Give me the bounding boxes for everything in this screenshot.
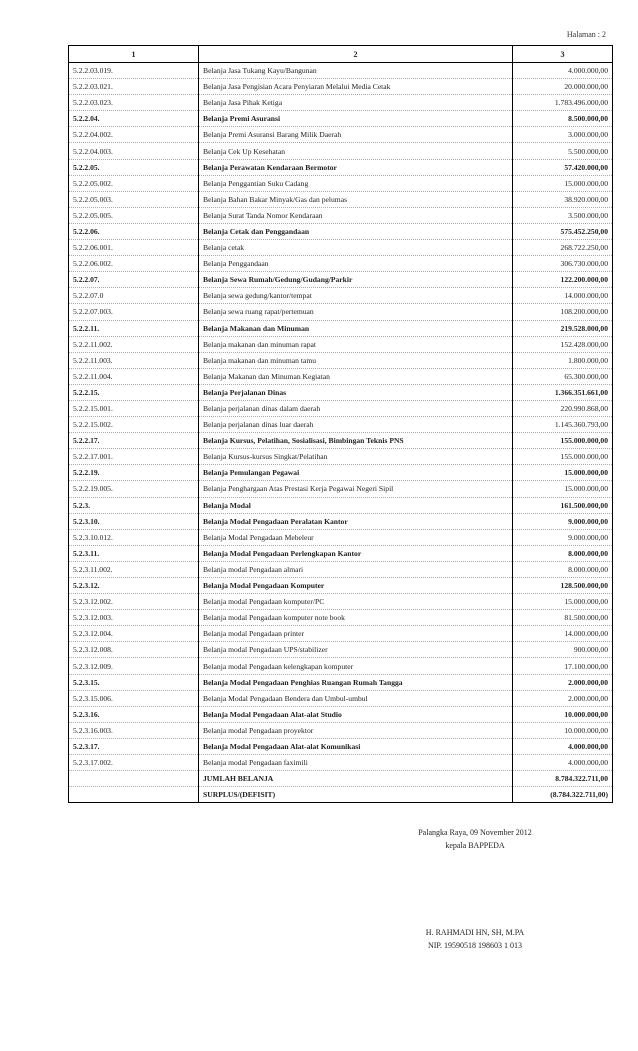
row-amount: 2.000.000,00 (513, 674, 613, 690)
column-header-description: 2 (199, 46, 513, 63)
row-amount: 8.500.000,00 (513, 111, 613, 127)
row-code: 5.2.3.10.012. (69, 529, 199, 545)
row-description: Belanja Bahan Bakar Minyak/Gas dan pelumas (199, 191, 513, 207)
table-row (69, 642, 613, 658)
row-code: 5.2.2.07. (69, 272, 199, 288)
table-row (69, 320, 613, 336)
row-amount: 2.000.000,00 (513, 690, 613, 706)
table-row (69, 771, 613, 787)
table-row (69, 610, 613, 626)
column-header-code: 1 (69, 46, 199, 63)
row-description: Belanja modal Pengadaan komputer/PC (199, 594, 513, 610)
table-row (69, 738, 613, 754)
row-code: 5.2.2.05. (69, 159, 199, 175)
row-description: Belanja cetak (199, 240, 513, 256)
row-code: 5.2.3.17. (69, 738, 199, 754)
row-amount: 220.990.868,00 (513, 400, 613, 416)
row-description: Belanja Penggandaan (199, 256, 513, 272)
row-amount: 10.000.000,00 (513, 706, 613, 722)
table-header-row (69, 46, 613, 63)
row-amount: 15.000.000,00 (513, 175, 613, 191)
table-row (69, 384, 613, 400)
row-description: SURPLUS/(DEFISIT) (199, 787, 513, 803)
row-amount: 900.000,00 (513, 642, 613, 658)
row-code: 5.2.3.16.003. (69, 722, 199, 738)
row-code: 5.2.2.15.001. (69, 400, 199, 416)
row-description: Belanja Modal Pengadaan Komputer (199, 578, 513, 594)
row-code: 5.2.2.15.002. (69, 417, 199, 433)
row-code: 5.2.2.06.002. (69, 256, 199, 272)
row-description: Belanja Jasa Pengisian Acara Penyiaran Melalui Media Cetak (199, 79, 513, 95)
row-description: Belanja Modal Pengadaan Mebeleur (199, 529, 513, 545)
budget-table-body (69, 63, 613, 803)
row-description: Belanja Cek Up Kesehatan (199, 143, 513, 159)
table-row (69, 787, 613, 803)
row-description: Belanja modal Pengadaan komputer note book (199, 610, 513, 626)
row-description: Belanja Modal Pengadaan Alat-alat Studio (199, 706, 513, 722)
row-description: Belanja sewa gedung/kantor/tempat (199, 288, 513, 304)
table-row (69, 159, 613, 175)
row-description: Belanja Makanan dan Minuman (199, 320, 513, 336)
row-amount: 20.000.000,00 (513, 79, 613, 95)
row-description: Belanja Sewa Rumah/Gedung/Gudang/Parkir (199, 272, 513, 288)
row-amount: 128.500.000,00 (513, 578, 613, 594)
row-code: 5.2.2.07.003. (69, 304, 199, 320)
row-amount: 3.000.000,00 (513, 127, 613, 143)
table-row (69, 690, 613, 706)
row-code: 5.2.2.07.0 (69, 288, 199, 304)
row-description: Belanja modal Pengadaan kelengkapan komputer (199, 658, 513, 674)
row-description: Belanja modal Pengadaan UPS/stabilizer (199, 642, 513, 658)
row-code: 5.2.3.16. (69, 706, 199, 722)
row-code: 5.2.3.15.006. (69, 690, 199, 706)
row-description: Belanja perjalanan dinas luar daerah (199, 417, 513, 433)
row-description: Belanja Premi Asuransi (199, 111, 513, 127)
row-amount: 1.366.351.661,00 (513, 384, 613, 400)
row-code: 5.2.2.11.003. (69, 352, 199, 368)
row-code (69, 771, 199, 787)
table-row (69, 256, 613, 272)
row-description: Belanja Perjalanan Dinas (199, 384, 513, 400)
signature-block (400, 826, 550, 852)
table-row (69, 722, 613, 738)
row-code: 5.2.2.17. (69, 433, 199, 449)
row-description: Belanja Perawatan Kendaraan Bermotor (199, 159, 513, 175)
row-amount: 108.200.000,00 (513, 304, 613, 320)
budget-table (68, 45, 613, 803)
table-row (69, 465, 613, 481)
table-row (69, 400, 613, 416)
row-code (69, 787, 199, 803)
row-code: 5.2.2.11.004. (69, 368, 199, 384)
row-code: 5.2.2.19. (69, 465, 199, 481)
table-row (69, 272, 613, 288)
row-description: Belanja Surat Tanda Nomor Kendaraan (199, 207, 513, 223)
table-row (69, 368, 613, 384)
table-row (69, 288, 613, 304)
table-row (69, 433, 613, 449)
row-amount: 1.145.360.793,00 (513, 417, 613, 433)
table-row (69, 658, 613, 674)
row-code: 5.2.2.03.023. (69, 95, 199, 111)
row-code: 5.2.2.05.002. (69, 175, 199, 191)
row-code: 5.2.2.15. (69, 384, 199, 400)
table-row (69, 191, 613, 207)
row-code: 5.2.2.06. (69, 223, 199, 239)
row-amount: 8.784.322.711,00 (513, 771, 613, 787)
row-description: Belanja Modal Pengadaan Perlengkapan Kantor (199, 545, 513, 561)
row-description: Belanja sewa ruang rapat/pertemuan (199, 304, 513, 320)
row-code: 5.2.3.17.002. (69, 755, 199, 771)
row-amount: 8.000.000,00 (513, 545, 613, 561)
row-amount: 152.428.000,00 (513, 336, 613, 352)
row-description: Belanja modal Pengadaan almari (199, 561, 513, 577)
table-row (69, 240, 613, 256)
row-code: 5.2.3.15. (69, 674, 199, 690)
table-row (69, 449, 613, 465)
row-description: Belanja Modal (199, 497, 513, 513)
row-amount: 10.000.000,00 (513, 722, 613, 738)
row-code: 5.2.3.12.008. (69, 642, 199, 658)
row-amount: 4.000.000,00 (513, 755, 613, 771)
row-code: 5.2.2.19.005. (69, 481, 199, 497)
signatory-nip: NIP. 19590518 198603 1 013 (427, 941, 522, 950)
row-amount: 155.000.000,00 (513, 433, 613, 449)
signatory-name: H. RAHMADI HN, SH, M.PA (425, 928, 525, 937)
row-code: 5.2.3. (69, 497, 199, 513)
table-row (69, 95, 613, 111)
row-amount: 15.000.000,00 (513, 465, 613, 481)
table-row (69, 336, 613, 352)
table-row (69, 561, 613, 577)
row-amount: 9.000.000,00 (513, 529, 613, 545)
table-row (69, 497, 613, 513)
table-row (69, 674, 613, 690)
row-amount: 1.783.496.000,00 (513, 95, 613, 111)
row-code: 5.2.2.17.001. (69, 449, 199, 465)
row-amount: 38.920.000,00 (513, 191, 613, 207)
row-amount: 17.100.000,00 (513, 658, 613, 674)
table-row (69, 63, 613, 79)
row-code: 5.2.2.04. (69, 111, 199, 127)
row-description: Belanja Penggantian Suku Cadang (199, 175, 513, 191)
table-row (69, 223, 613, 239)
row-description: Belanja Jasa Pihak Ketiga (199, 95, 513, 111)
row-description: Belanja Modal Pengadaan Alat-alat Komunikasi (199, 738, 513, 754)
row-amount: 1.800.000,00 (513, 352, 613, 368)
row-amount: 4.000.000,00 (513, 63, 613, 79)
table-row (69, 304, 613, 320)
row-amount: 9.000.000,00 (513, 513, 613, 529)
row-amount: 15.000.000,00 (513, 481, 613, 497)
row-description: Belanja Modal Pengadaan Peralatan Kantor (199, 513, 513, 529)
row-description: Belanja Modal Pengadaan Bendera dan Umbul-umbul (199, 690, 513, 706)
table-row (69, 545, 613, 561)
row-code: 5.2.3.10. (69, 513, 199, 529)
row-description: Belanja perjalanan dinas dalam daerah (199, 400, 513, 416)
table-row (69, 481, 613, 497)
row-code: 5.2.2.11. (69, 320, 199, 336)
row-code: 5.2.2.03.019. (69, 63, 199, 79)
row-description: Belanja Premi Asuransi Barang Milik Daerah (199, 127, 513, 143)
row-code: 5.2.3.12.002. (69, 594, 199, 610)
row-description: Belanja makanan dan minuman tamu (199, 352, 513, 368)
signature-place-date: Palangka Raya, 09 November 2012 (418, 828, 532, 837)
page-number: Halaman : 2 (566, 30, 606, 39)
row-code: 5.2.3.12.009. (69, 658, 199, 674)
row-description: Belanja Makanan dan Minuman Kegiatan (199, 368, 513, 384)
signature-identity (400, 926, 550, 952)
row-amount: 219.528.000,00 (513, 320, 613, 336)
row-description: Belanja modal Pengadaan printer (199, 626, 513, 642)
row-code: 5.2.3.12. (69, 578, 199, 594)
row-amount: 5.500.000,00 (513, 143, 613, 159)
row-amount: 161.500.000,00 (513, 497, 613, 513)
row-amount: 3.500.000,00 (513, 207, 613, 223)
table-row (69, 127, 613, 143)
column-header-amount: 3 (513, 46, 613, 63)
table-row (69, 594, 613, 610)
row-code: 5.2.2.03.021. (69, 79, 199, 95)
row-amount: (8.784.322.711,00) (513, 787, 613, 803)
row-amount: 14.000.000,00 (513, 626, 613, 642)
table-row (69, 111, 613, 127)
row-description: Belanja Kursus-kursus Singkat/Pelatihan (199, 449, 513, 465)
table-row (69, 352, 613, 368)
table-row (69, 706, 613, 722)
row-description: Belanja modal Pengadaan proyektor (199, 722, 513, 738)
table-row (69, 175, 613, 191)
row-code: 5.2.2.05.005. (69, 207, 199, 223)
signature-position: kepala BAPPEDA (445, 841, 505, 850)
row-code: 5.2.3.12.003. (69, 610, 199, 626)
table-row (69, 626, 613, 642)
table-row (69, 207, 613, 223)
row-code: 5.2.2.04.003. (69, 143, 199, 159)
row-code: 5.2.3.12.004. (69, 626, 199, 642)
row-amount: 575.452.250,00 (513, 223, 613, 239)
row-amount: 8.000.000,00 (513, 561, 613, 577)
table-row (69, 755, 613, 771)
row-amount: 81.500.000,00 (513, 610, 613, 626)
table-row (69, 79, 613, 95)
row-description: Belanja Modal Pengadaan Penghias Ruangan Rumah Tangga (199, 674, 513, 690)
row-amount: 57.420.000,00 (513, 159, 613, 175)
row-description: Belanja makanan dan minuman rapat (199, 336, 513, 352)
table-row (69, 578, 613, 594)
table-row (69, 513, 613, 529)
row-description: Belanja modal Pengadaan faximili (199, 755, 513, 771)
row-code: 5.2.2.05.003. (69, 191, 199, 207)
row-code: 5.2.3.11. (69, 545, 199, 561)
row-description: Belanja Penghargaan Atas Prestasi Kerja Pegawai Negeri Sipil (199, 481, 513, 497)
row-code: 5.2.3.11.002. (69, 561, 199, 577)
row-code: 5.2.2.04.002. (69, 127, 199, 143)
row-code: 5.2.2.06.001. (69, 240, 199, 256)
row-amount: 65.300.000,00 (513, 368, 613, 384)
row-amount: 14.000.000,00 (513, 288, 613, 304)
row-description: Belanja Cetak dan Penggandaan (199, 223, 513, 239)
table-row (69, 529, 613, 545)
row-code: 5.2.2.11.002. (69, 336, 199, 352)
row-description: Belanja Kursus, Pelatihan, Sosialisasi, Bimbingan Teknis PNS (199, 433, 513, 449)
row-amount: 155.000.000,00 (513, 449, 613, 465)
table-row (69, 143, 613, 159)
table-row (69, 417, 613, 433)
row-amount: 4.000.000,00 (513, 738, 613, 754)
row-amount: 15.000.000,00 (513, 594, 613, 610)
row-description: Belanja Jasa Tukang Kayu/Bangunan (199, 63, 513, 79)
row-description: Belanja Pemulangan Pegawai (199, 465, 513, 481)
row-amount: 122.200.000,00 (513, 272, 613, 288)
row-amount: 306.730.000,00 (513, 256, 613, 272)
row-description: JUMLAH BELANJA (199, 771, 513, 787)
row-amount: 268.722.250,00 (513, 240, 613, 256)
